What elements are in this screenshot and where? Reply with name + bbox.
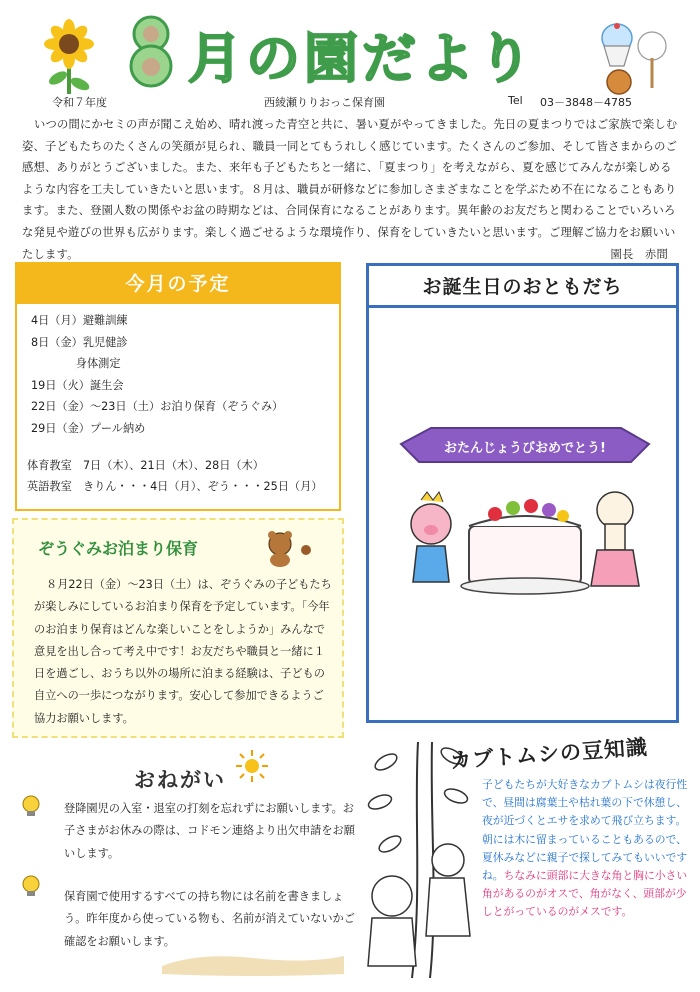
header [0, 0, 700, 112]
bear-icon [254, 528, 314, 568]
greeting-body: いつの間にかセミの声が聞こえ始め、晴れ渡った青空と共に、暑い夏がやってきました。先日の夏まつりではご家族で楽しむ姿、子どもたちのたくさんの笑顔が見られ、職員一同とてもうれしく感じています。たくさんのご参加、そして皆さまからのご感想、ありがとうございました。また、来年も子どもたちと一緒に、「夏まつり」を考えながら、夏を感じてみんなが楽しめるような内容を工夫していきたいと思います。８月は、職員が研修などに参加しさまざまなことを学ぶため不在になることもあります。また、登園人数の関係やお盆の時期などは、合同保育になることがあります。異年齢のお友だちと関わることでいろいろな発見や遊びの世界も広がります。楽しく過ごせるような環境作り、保育をしていきたいと思います。ご理解ご協力をお願いいたします。 [22, 118, 678, 261]
bulb-icon [20, 874, 42, 898]
schedule-item: 8日（金）乳児健診 [31, 335, 128, 349]
beetle-text-note: ちなみに頭部に大きな角と胸に小さい角があるのがオスで、角がなく、頭部が少しとがっているのがメスです。 [482, 869, 688, 919]
principal-signature: 園長 赤間 [610, 247, 668, 261]
beetle-text-main: 子どもたちが大好きなカブトムシは夜行性で、昼間は腐葉土や枯れ葉の下で休憩し、夜が近づくとエサを求めて飛び立ちます。朝には木に留まっていることもあるので、夏休みなどに親子で探してみてもいいですね。 [482, 778, 688, 883]
schedule-box [15, 262, 341, 511]
cake-illustration [391, 414, 659, 614]
tel-label: Tel [508, 94, 523, 107]
alpaca-character [591, 492, 639, 586]
beetle-text [482, 776, 692, 922]
schedule-item: 29日（金）プール納め [31, 421, 146, 435]
sleepover-body [34, 574, 334, 730]
greeting-text [22, 114, 682, 265]
birthday-banner: おたんじょうびおめでとう! [444, 441, 606, 456]
birthday-box [366, 263, 679, 723]
cotton-candy-icon [634, 30, 670, 90]
sleepover-title: ぞうぐみお泊まり保育 [38, 539, 199, 558]
schedule-item: 4日（月）避難訓練 [31, 314, 128, 327]
children-illustration [364, 836, 484, 986]
taiyaki-icon [604, 68, 634, 96]
requests-title: おねがい [134, 767, 226, 792]
title-digit-8 [112, 14, 190, 88]
pe-class: 体育教室 7日（木）、21日（木）、28日（木） [27, 459, 264, 472]
schedule-item: 22日（金）～23日（土）お泊り保育（ぞうぐみ） [31, 400, 284, 413]
bulb-icon [20, 794, 42, 818]
beetle-title: カブトムシの豆知識 [449, 734, 649, 773]
schedule-item: 19日（火）誕生会 [31, 378, 124, 392]
english-class: 英語教室 きりん・・・4日（月）、ぞう・・・25日（月） [27, 480, 323, 493]
sleepover-text: ８月22日（金）～23日（土）は、ぞうぐみの子どもたちが楽しみにしているお泊まり保育を予定しています。「今年のお泊まり保育はどんな楽しいことをしようか」みんなで意見を出し合って考え中です！お友だちや職員と一緒に１日を過ごし、おうち以外の場所に泊まる経験は、子どもの自立への一歩につながります。安心して参加できるようご協力お願いします。 [34, 578, 332, 725]
birthday-title: お誕生日のおともだち [369, 266, 676, 308]
school-name: 西綾瀬りりおっこ保育園 [264, 96, 385, 109]
schedule-item: 身体測定 [31, 357, 121, 370]
request-item: 登降園児の入室・退室の打刻を忘れずにお願いします。お子さまがお休みの際は、コドモン連絡より出欠申請をお願いします。 [64, 802, 355, 860]
sand-decoration [158, 948, 348, 978]
tel-number: 03－3848－4785 [540, 96, 632, 109]
era-year: 令和７年度 [52, 96, 107, 109]
schedule-list [17, 304, 339, 439]
greeting-section [22, 114, 682, 265]
pig-character [411, 492, 451, 582]
shaved-ice-icon [598, 20, 636, 70]
sun-icon [234, 748, 270, 784]
sleepover-box [12, 518, 344, 738]
sunflower-icon [38, 18, 100, 96]
schedule-title: 今月の予定 [17, 264, 339, 304]
request-item: 保育園で使用するすべての持ち物には名前を書きましょう。昨年度から使っている物も、名前が消えていないかご確認をお願いします。 [64, 890, 355, 948]
page-title: 月の園だより [188, 27, 536, 90]
